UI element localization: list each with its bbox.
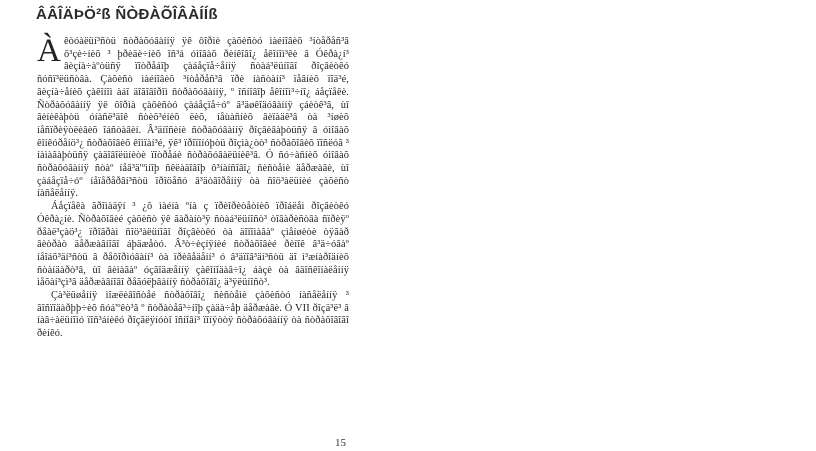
body-text: [37, 33, 349, 341]
page-number: 15: [335, 437, 346, 449]
paragraph-1: [37, 33, 349, 201]
drop-cap: À: [37, 33, 61, 69]
paragraph-3: Çà³ëüøåííÿ ìîæëèâîñòåé ñòðàõîâî¿ ñèñòåìè çàõèñòó íàñåëåííÿ ³ ãîñïîäàðþþ÷èõ ñóá'ºêò³â º ñòðàòåã³÷íîþ çàäà÷åþ äåðæàâè. Ó VII ðîçä³ë³ â íàâ÷àëüíîìó ïîñ³áíèêó ðîçãëÿíóòî îñíîâí³ ïîíÿòòÿ ñòðàõóâàííÿ òà ñòðàõîâîãî ðèíêó.: [37, 290, 349, 340]
section-title: ÂÂÎÄÞÖ²ß ÑÒÐÀÕÎÂÀÍÍß: [36, 6, 218, 23]
paragraph-1-text: êòóàëüí³ñòü ñòðàõóâàííÿ ÿê ôîðìè çàõèñòó ìàéíîâèõ ³íòåðåñ³â ô³çè÷íèõ ³ þðèäè÷íèõ îñ³á óìîâàõ ðèíêîâî¿ åêîíîì³êè â Óêðà¿í³ âèçíà÷àºòüñÿ ïîòðåáîþ çàáåçïå÷åííÿ ñòàá³ëüíîãî ðîçâèòêó ñóñï³ëüñòâà. Çàõèñò ìàéíîâèõ ³íòåðåñ³â ïðè íàñòàíí³ ïåâíèõ ïîä³é, âèçíà÷åíèõ çàêîíîì àáî äîãîâîðîì ñòðàõóâàííÿ, º îñíîâîþ åêîíîì³÷íî¿ áåçïåêè. Ñòðàõóâàííÿ ÿê ôîðìà çàõèñòó çàáåçïå÷óº â³äøêîäóâàííÿ çáèòê³â, ùî âèíèêàþòü óíàñë³äîê ñòèõ³éíèõ ëèõ, íåùàñíèõ âèïàäê³â òà ³íøèõ íåñïðèÿòëèâèõ îáñòàâèí. Â³äíîñèíè ñòðàõóâàííÿ ðîçâèâàþòüñÿ â óìîâàõ êîíêóðåíö³¿ ñòðàõîâèõ êîìïàí³é, ÿê³ ïðîïîíóþòü ðîçìà¿òò³ ñòðàõîâèõ ïîñëóã ³ íàìàãàþòüñÿ çàäîâîëüíèòè ïîòðåáè ñòðàõóâàëüíèê³â. Ó ñó÷àñíèõ óìîâàõ ñòðàõóâàííÿ ñòàº íåâ³ä'ºìíîþ ñêëàäîâîþ ô³íàíñîâî¿ ñèñòåìè äåðæàâè, ùî çàáåçïå÷óº íåïåðåðâí³ñòü ïðîöåñó â³äòâîðåííÿ òà ñîö³àëüíèé çàõèñò íàñåëåííÿ.: [37, 36, 349, 200]
paragraph-2: Áåçïåêà ãðîìàäÿí ³ ¿õ ìàéíà ºíà ç ïðèîðèòåòíèõ ïðîáëåì ðîçâèòêó Óêðà¿íè. Ñòðàõîâèé çàõèñò ÿê ãàðàíò³ÿ ñòàá³ëüíîñò³ òîâàðèñòâà ñïðèÿº ðåàë³çàö³¿ ïðîãðàì ñîö³àëüíîãî ðîçâèòêó òà äîïîìàãàº çìåíøèòè òÿãàð âèòðàò äåðæàâíîãî áþäæåòó. Â³ò÷èçíÿíèé ñòðàõîâèé ðèíîê â³ä÷óâàº íåîáõ³äí³ñòü â ðåôîðìóâàíí³ òà ïðèâåäåíí³ ó â³äïîâ³äí³ñòü äî ì³æíàðîäíèõ ñòàíäàðò³â, ùî âèìàãàº óçãîäæåííÿ çàêîíîäàâ÷î¿ áàçè òà âäîñêîíàëåííÿ ìåõàí³çì³â äåðæàâíîãî ðåãóëþâàííÿ ñòðàõîâî¿ ä³ÿëüíîñò³.: [37, 201, 349, 289]
